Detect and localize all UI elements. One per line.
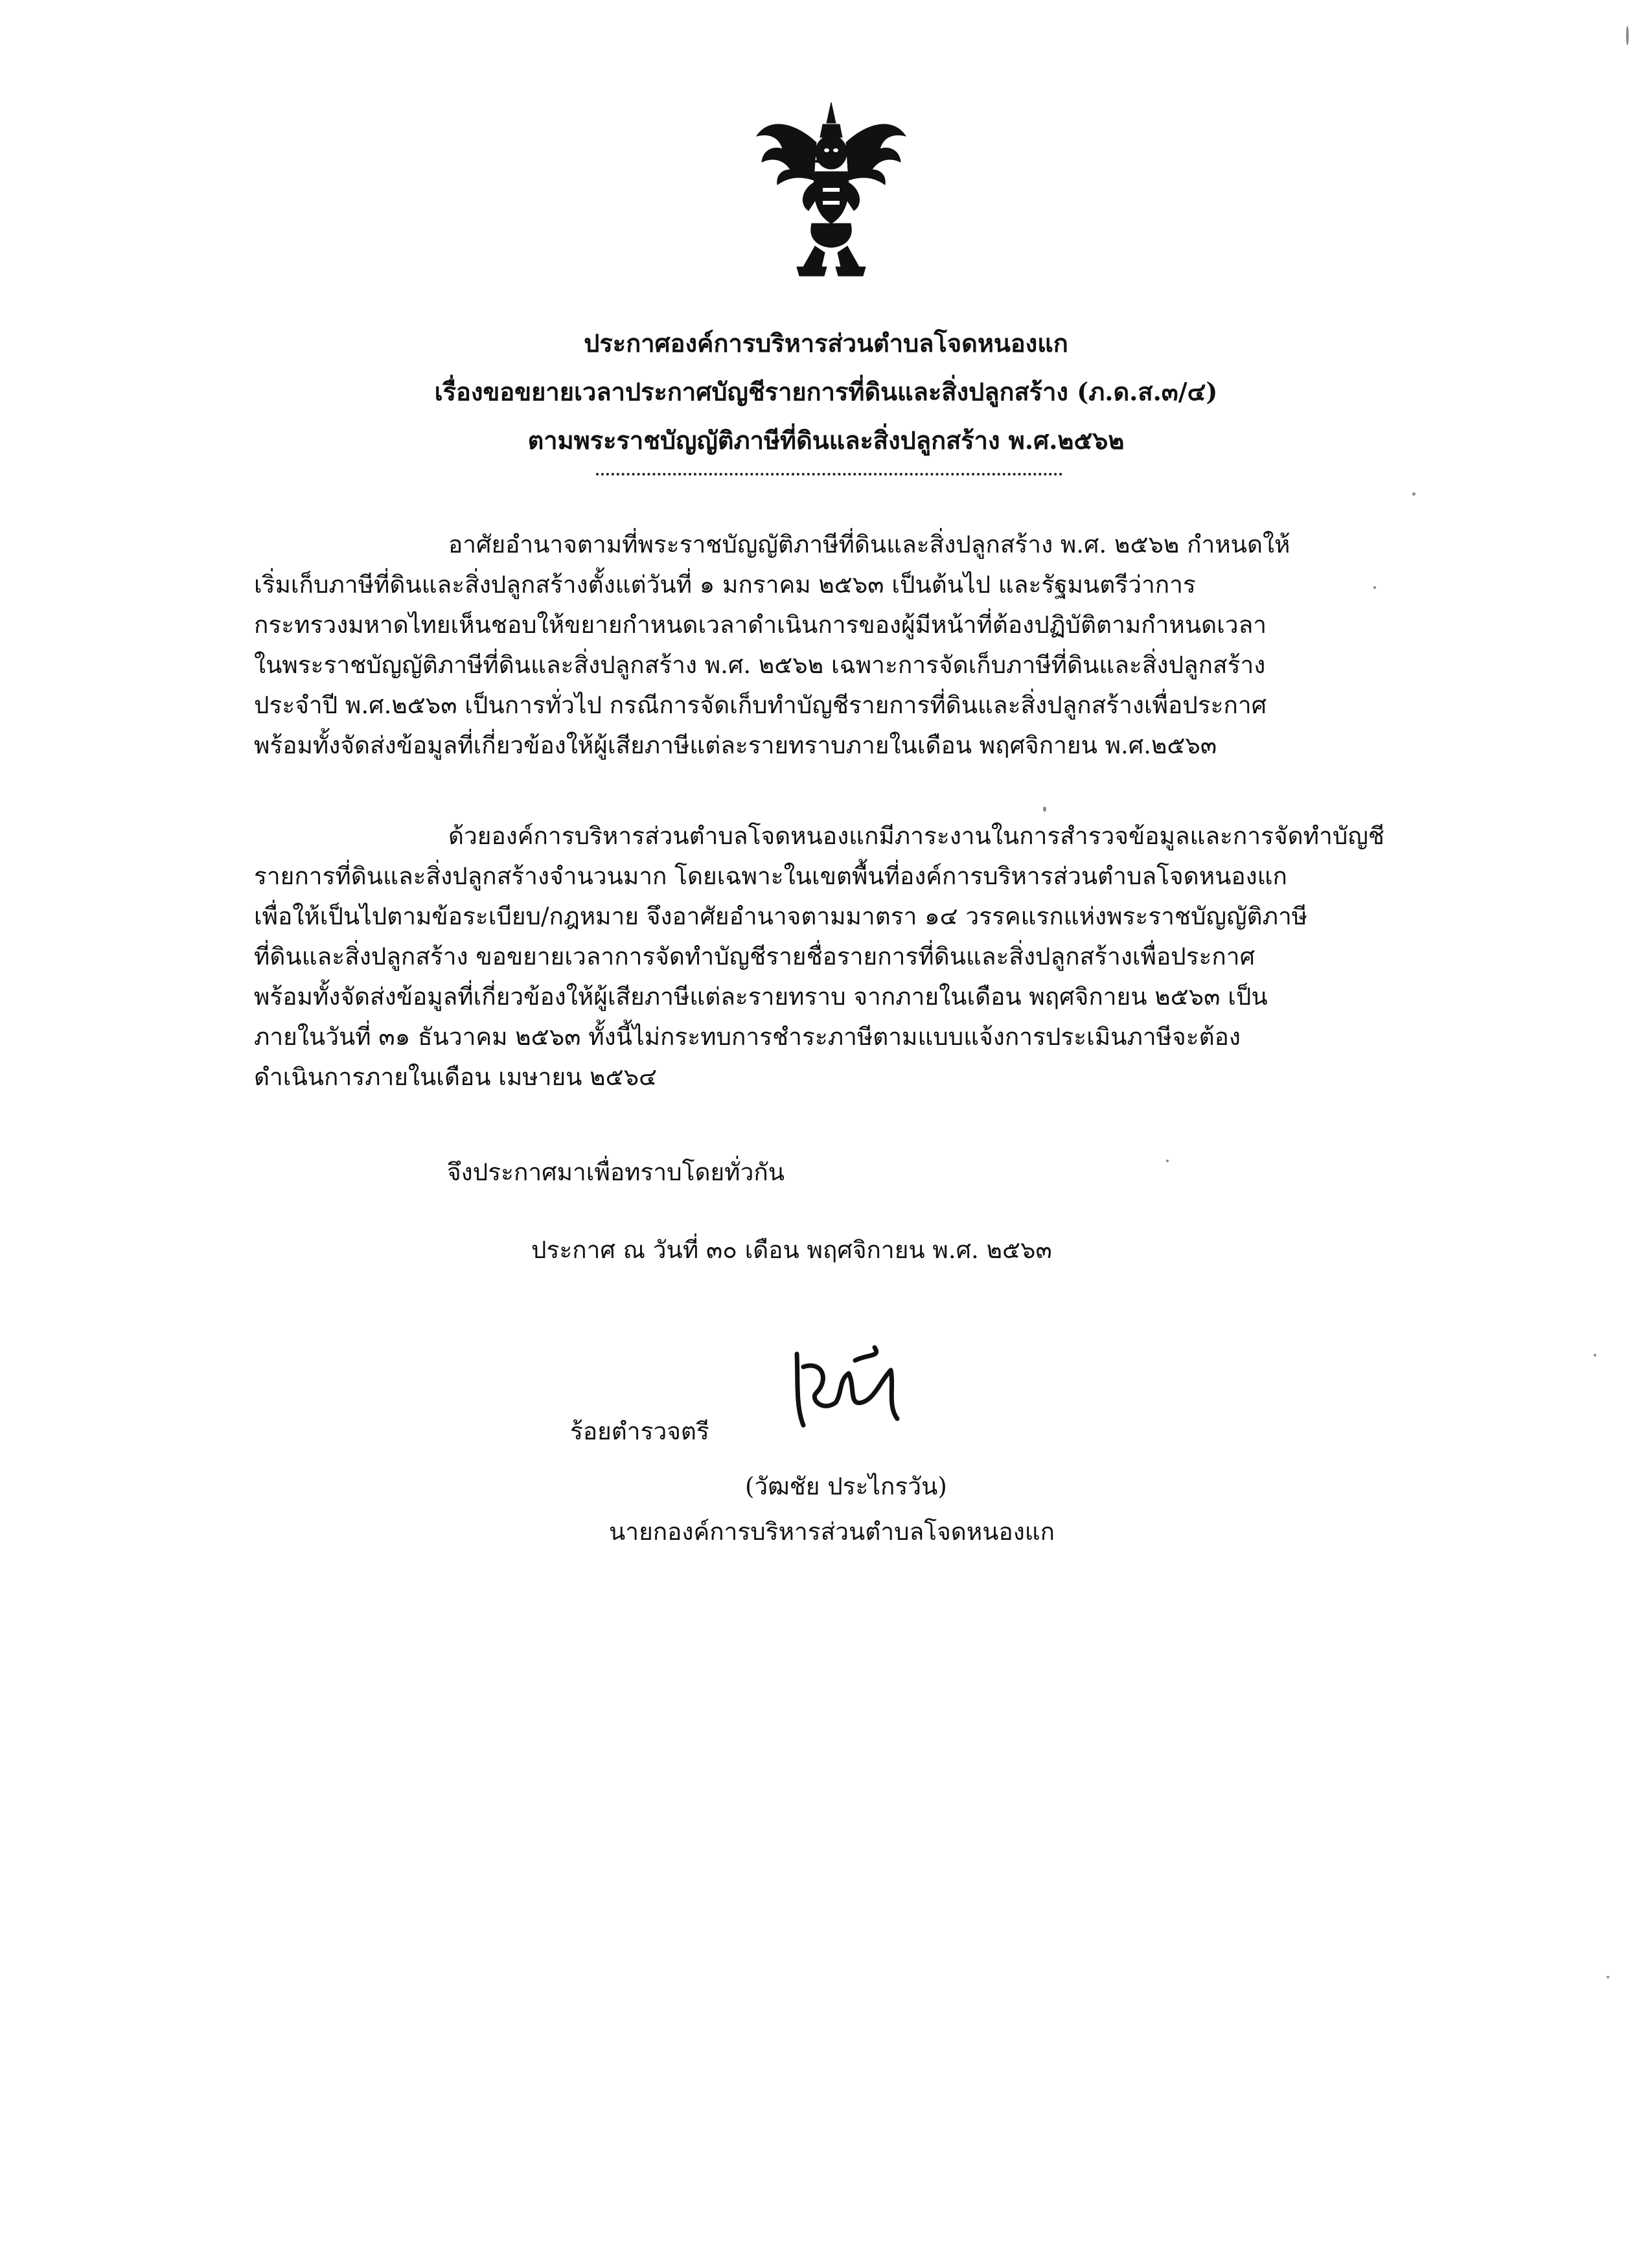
signer-name: (วัฒชัย ประไกรวัน) [745,1472,947,1500]
announcement-title: ประกาศองค์การบริหารส่วนตำบลโจดหนองแก [584,328,1068,358]
paragraph-line: ในพระราชบัญญัติภาษีที่ดินและสิ่งปลูกสร้าง พ.ศ. ๒๕๖๒ เฉพาะการจัดเก็บภาษีที่ดินและสิ่งปลูกสร้าง [254,651,1266,679]
scan-artifact [1166,1160,1169,1162]
scan-artifact [1043,807,1046,812]
garuda-emblem [744,97,919,285]
paragraph-line: รายการที่ดินและสิ่งปลูกสร้างจำนวนมาก โดยเฉพาะในเขตพื้นที่องค์การบริหารส่วนตำบลโจดหนองแก [254,862,1287,890]
announcement-date: ประกาศ ณ วันที่ ๓๐ เดือน พฤศจิกายน พ.ศ. ๒๕๖๓ [531,1236,1052,1264]
announcement-subject: เรื่องขอขยายเวลาประกาศบัญชีรายการที่ดินและสิ่งปลูกสร้าง (ภ.ด.ส.๓/๔) [434,377,1218,406]
paragraph-line: ด้วยองค์การบริหารส่วนตำบลโจดหนองแกมีภาระงานในการสำรวจข้อมูลและการจัดทำบัญชี [448,822,1384,850]
paragraph-line: เริ่มเก็บภาษีที่ดินและสิ่งปลูกสร้างตั้งแต่วันที่ ๑ มกราคม ๒๕๖๓ เป็นต้นไป และรัฐมนตรีว่าการ [254,571,1196,599]
signer-title: นายกองค์การบริหารส่วนตำบลโจดหนองแก [609,1518,1055,1546]
scan-artifact [1412,492,1416,496]
announcement-law-reference: ตามพระราชบัญญัติภาษีที่ดินและสิ่งปลูกสร้าง พ.ศ.๒๕๖๒ [527,426,1125,455]
scan-artifact [1607,1976,1609,1978]
paragraph-line: ดำเนินการภายในเดือน เมษายน ๒๕๖๔ [254,1063,658,1091]
paragraph-line: กระทรวงมหาดไทยเห็นชอบให้ขยายกำหนดเวลาดำเนินการของผู้มีหน้าที่ต้องปฏิบัติตามกำหนดเวลา [254,611,1267,639]
dotted-separator [596,473,1062,478]
scan-artifact [1373,586,1376,589]
handwritten-signature [777,1341,913,1438]
paragraph-line: ประจำปี พ.ศ.๒๕๖๓ เป็นการทั่วไป กรณีการจัดเก็บทำบัญชีรายการที่ดินและสิ่งปลูกสร้างเพื่อประกาศ [254,691,1267,719]
scan-artifact [1594,1354,1596,1357]
paragraph-line: ภายในวันที่ ๓๑ ธันวาคม ๒๕๖๓ ทั้งนี้ไม่กระทบการชำระภาษีตามแบบแจ้งการประเมินภาษีจะต้อง [254,1023,1241,1051]
paragraph-line: พร้อมทั้งจัดส่งข้อมูลที่เกี่ยวข้องให้ผู้เสียภาษีแต่ละรายทราบ จากภายในเดือน พฤศจิกายน ๒๕๖๓ เป็น [254,983,1268,1011]
body-paragraph-2 [254,816,1420,1097]
scan-artifact [1626,26,1629,45]
paragraph-line: เพื่อให้เป็นไปตามข้อระเบียบ/กฎหมาย จึงอาศัยอำนาจตามมาตรา ๑๔ วรรคแรกแห่งพระราชบัญญัติภาษี [254,902,1308,930]
body-paragraph-1 [254,525,1420,766]
paragraph-line: ที่ดินและสิ่งปลูกสร้าง ขอขยายเวลาการจัดทำบัญชีรายชื่อรายการที่ดินและสิ่งปลูกสร้างเพื่อประกาศ [254,943,1256,970]
paragraph-line: อาศัยอำนาจตามที่พระราชบัญญัติภาษีที่ดินและสิ่งปลูกสร้าง พ.ศ. ๒๕๖๒ กำหนดให้ [448,531,1291,558]
paragraph-line: พร้อมทั้งจัดส่งข้อมูลที่เกี่ยวข้องให้ผู้เสียภาษีแต่ละรายทราบภายในเดือน พฤศจิกายน พ.ศ.๒๕๖๓ [254,731,1217,759]
signer-rank: ร้อยตำรวจตรี [570,1417,709,1445]
closing-statement: จึงประกาศมาเพื่อทราบโดยทั่วกัน [447,1158,785,1186]
